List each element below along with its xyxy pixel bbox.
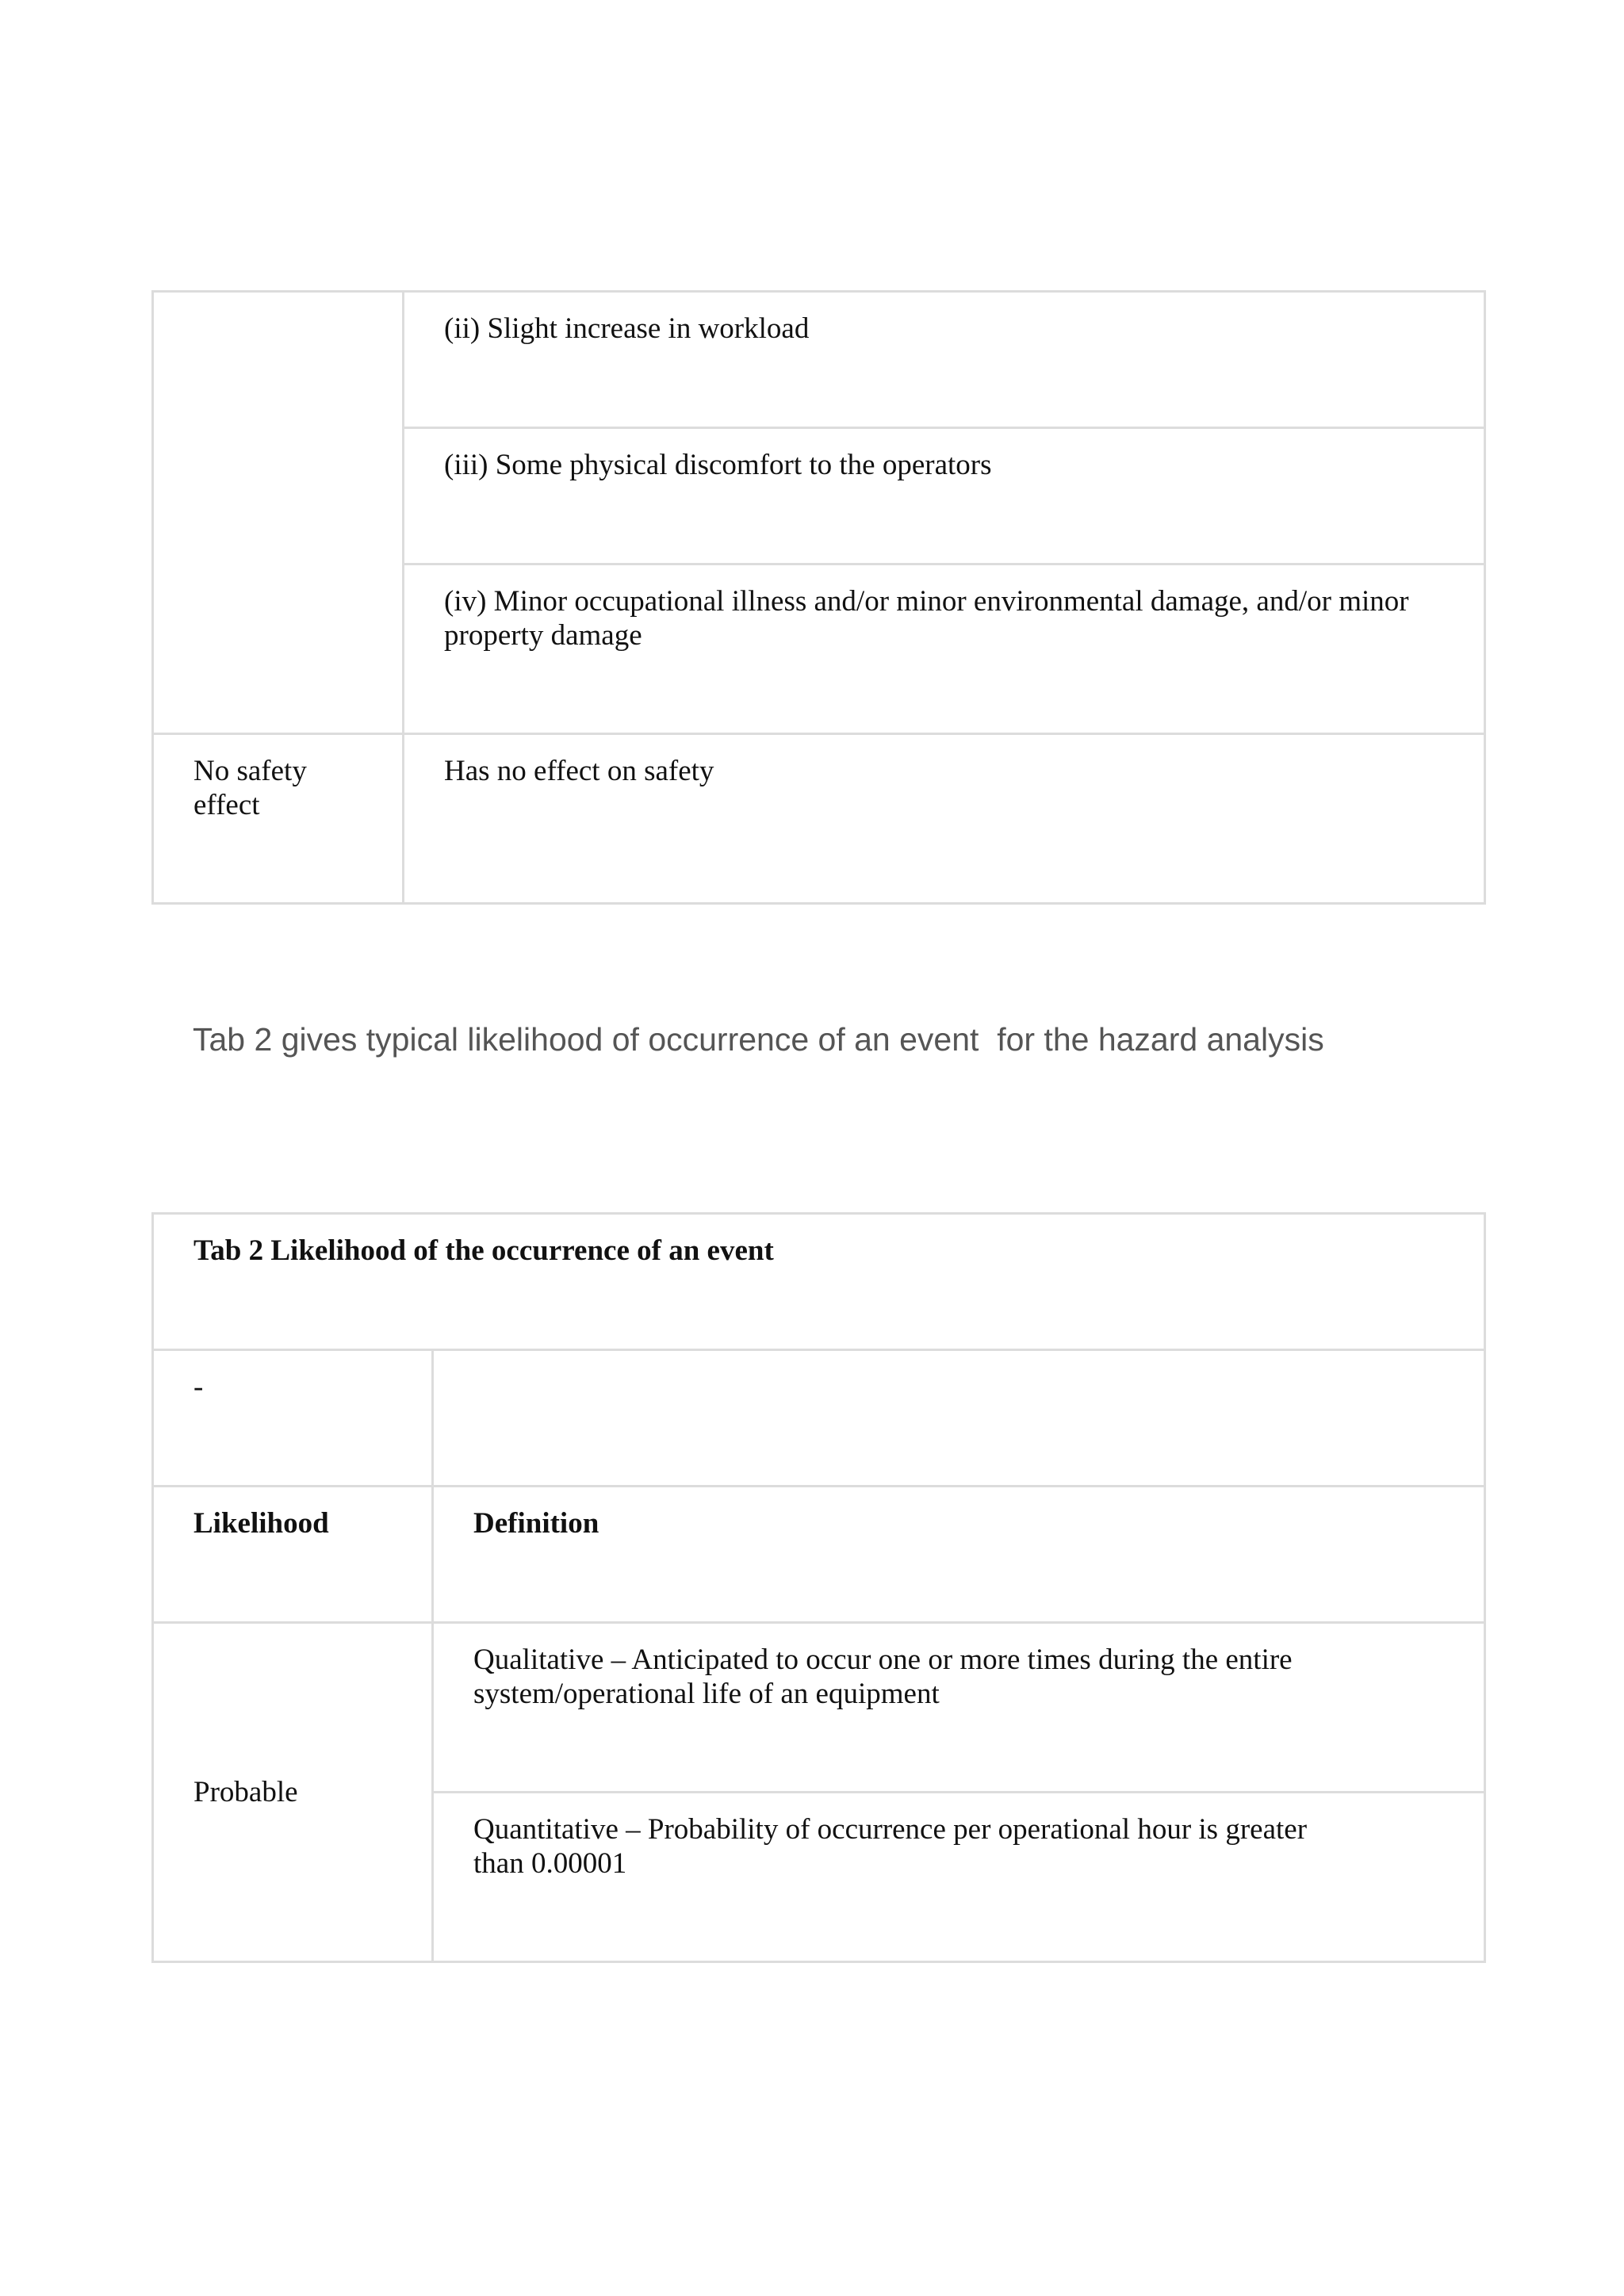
severity-definition-text: (iii) Some physical discomfort to the operators (444, 449, 992, 481)
likelihood-header-cell (153, 1487, 433, 1623)
severity-category-cell-empty (153, 292, 404, 734)
likelihood-quantitative-text: Quantitative – Probability of occurrence per operational hour is greater than 0.00001 (473, 1813, 1308, 1880)
likelihood-header: Likelihood (193, 1507, 329, 1540)
table-caption-paragraph: Tab 2 gives typical likelihood of occurrence of an event for the hazard analysis (193, 1021, 1324, 1058)
likelihood-category-label: Probable (193, 1776, 298, 1808)
likelihood-definition-cell (433, 1793, 1485, 1962)
likelihood-table-title-cell (153, 1214, 1485, 1350)
severity-definition-cell (404, 428, 1485, 564)
likelihood-definition-cell (433, 1623, 1485, 1793)
definition-header-cell (433, 1487, 1485, 1623)
severity-definition-cell (404, 564, 1485, 734)
severity-definition-cell (404, 734, 1485, 904)
likelihood-category-cell (153, 1623, 433, 1962)
severity-category-cell (153, 734, 404, 904)
dash-text: - (193, 1371, 204, 1403)
severity-table-continued (151, 290, 1486, 905)
likelihood-dash-cell (153, 1350, 433, 1487)
severity-definition-text: (iv) Minor occupational illness and/or minor environmental damage, and/or minor property damage (444, 585, 1409, 652)
likelihood-table (151, 1212, 1486, 1963)
severity-definition-cell (404, 292, 1485, 428)
empty-cell (433, 1350, 1485, 1487)
likelihood-table-title: Tab 2 Likelihood of the occurrence of an event (193, 1234, 774, 1267)
severity-category-label: No safety effect (193, 755, 307, 821)
likelihood-qualitative-text: Qualitative – Anticipated to occur one or more times during the entire system/operational life of an equipment (473, 1644, 1293, 1710)
severity-definition-text: (ii) Slight increase in workload (444, 312, 810, 345)
severity-definition-text: Has no effect on safety (444, 755, 714, 787)
definition-header: Definition (473, 1507, 599, 1540)
